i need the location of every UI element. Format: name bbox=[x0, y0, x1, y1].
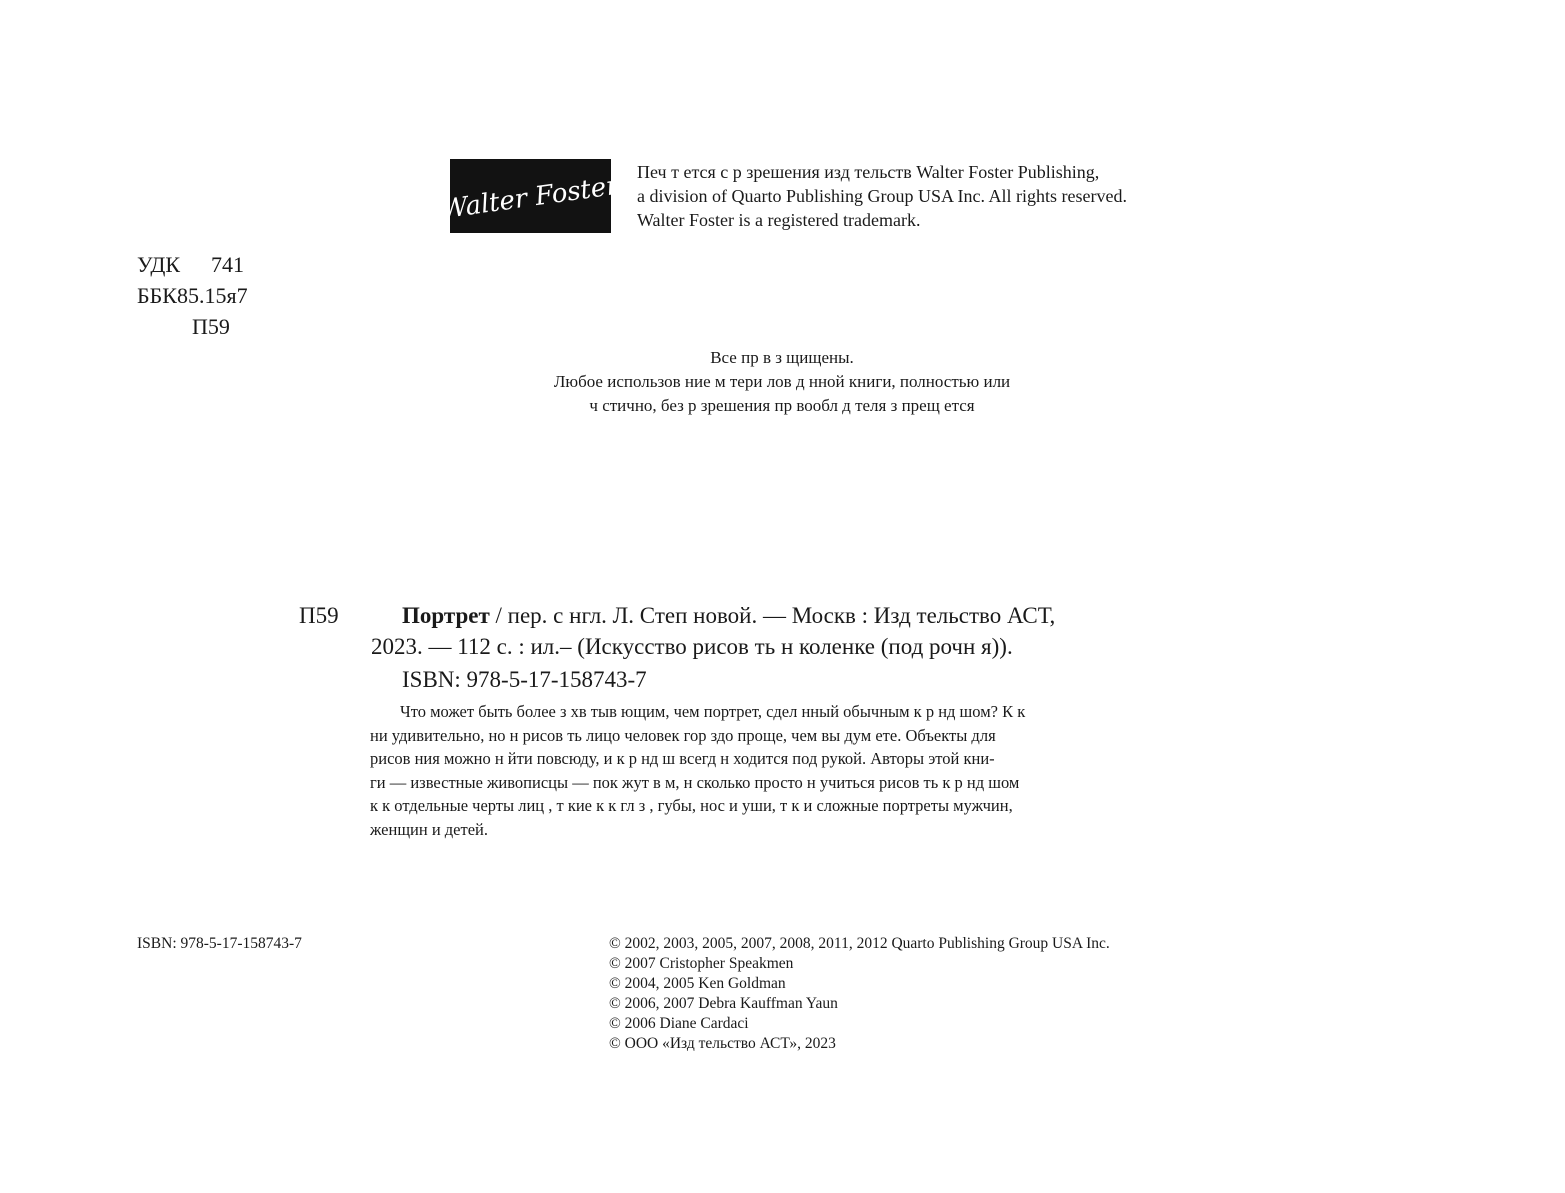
rights-line: Все пр в з щищены. bbox=[710, 348, 854, 367]
copyright-line: © ООО «Изд тельство АСТ», 2023 bbox=[609, 1035, 836, 1052]
bbk-label: ББК bbox=[137, 283, 177, 308]
udk-value: 741 bbox=[211, 252, 244, 277]
udk-line bbox=[137, 249, 248, 280]
biblio-line-2: 2023. — 112 с. : ил.– (Искусство рисов ть н коленке (под рочн я)). bbox=[371, 634, 1013, 659]
annotation-line: к к отдельные черты лиц , т кие к к гл з , губы, нос и уши, т к и сложные портреты мужчин, bbox=[370, 796, 1013, 815]
author-mark: П59 bbox=[192, 314, 230, 339]
udk-label: УДК bbox=[137, 252, 181, 277]
biblio-details: / пер. с нгл. Л. Степ новой. — Москв : Изд тельство АСТ, bbox=[489, 603, 1056, 628]
annotation-line: Что может быть более з хв тыв ющим, чем портрет, сдел нный обычным к р нд шом? К к bbox=[400, 702, 1026, 721]
rights-line: ч стично, без р зрешения пр вообл д теля з прещ ется bbox=[589, 396, 975, 415]
copyright-line: © 2006, 2007 Debra Kauffman Yaun bbox=[609, 995, 838, 1012]
copyright-line: © 2002, 2003, 2005, 2007, 2008, 2011, 2012 Quarto Publishing Group USA Inc. bbox=[609, 935, 1110, 952]
annotation-line: ни удивительно, но н рисов ть лицо человек гор здо проще, чем вы дум ете. Объекты для bbox=[370, 725, 996, 745]
book-title: Портрет bbox=[402, 603, 490, 628]
walter-foster-logo bbox=[439, 159, 621, 233]
rights-notice bbox=[460, 346, 1104, 418]
bbk-line bbox=[137, 280, 248, 311]
annotation-line: рисов ния можно н йти повсюду, и к р нд ш всегд н ходится под рукой. Авторы этой кни- bbox=[370, 749, 995, 768]
isbn-main: ISBN: 978-5-17-158743-7 bbox=[402, 667, 647, 692]
annotation-line: ги — известные живописцы — пок жут в м, н сколько просто н учиться рисов ть к р нд шом bbox=[370, 772, 1020, 792]
license-line: a division of Quarto Publishing Group USA Inc. All rights reserved. bbox=[637, 186, 1127, 206]
annotation-line: женщин и детей. bbox=[370, 819, 488, 839]
annotation bbox=[370, 700, 1200, 841]
copyright-list bbox=[609, 934, 1110, 1054]
copyright-line: © 2004, 2005 Ken Goldman bbox=[609, 975, 786, 992]
bibliographic-record bbox=[371, 600, 1055, 695]
walter-foster-logo-mark bbox=[439, 159, 621, 233]
classification-codes bbox=[137, 249, 248, 342]
rights-line: Любое использов ние м тери лов д нной книги, полностью или bbox=[553, 372, 1011, 391]
biblio-line-1 bbox=[371, 600, 1055, 631]
license-line: Walter Foster is a registered trademark. bbox=[637, 210, 921, 230]
bbk-value: 85.15я7 bbox=[176, 283, 248, 308]
copyright-line: © 2006 Diane Cardaci bbox=[609, 1015, 749, 1032]
svg-text:Walter Foster: Walter Foster bbox=[439, 170, 621, 226]
biblio-author-mark: П59 bbox=[299, 603, 339, 628]
copyright-line: © 2007 Cristopher Speakmen bbox=[609, 955, 794, 972]
license-notice bbox=[637, 160, 1127, 232]
isbn-footer: ISBN: 978-5-17-158743-7 bbox=[137, 935, 302, 952]
license-line: Печ т ется с р зрешения изд тельств Walter Foster Publishing, bbox=[637, 162, 1100, 182]
